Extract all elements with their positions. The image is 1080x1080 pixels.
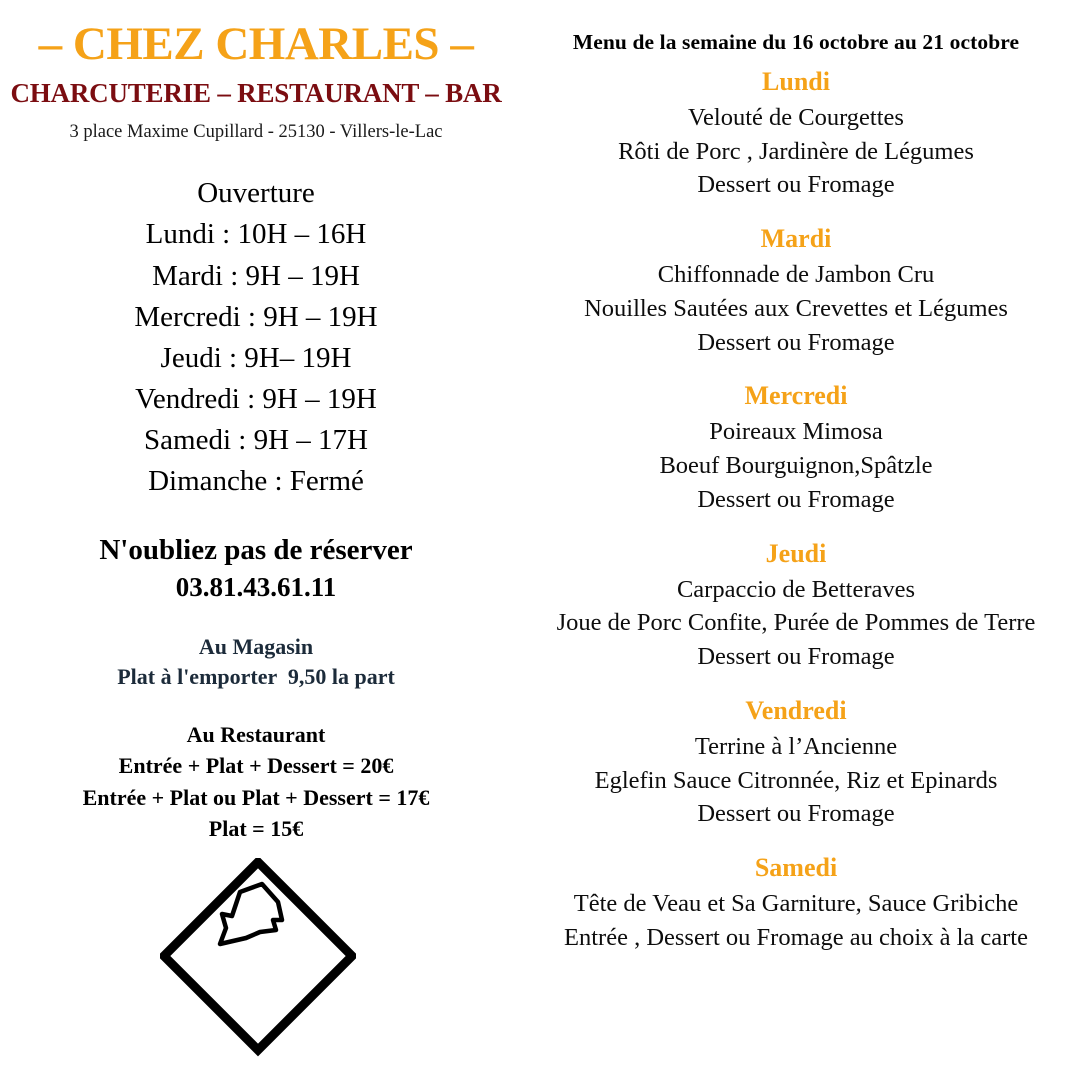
menu-day-jeudi	[512, 517, 1080, 674]
dish-dessert: Dessert ou Fromage	[697, 800, 895, 828]
brand-subtitle: CHARCUTERIE – RESTAURANT – BAR	[10, 78, 502, 109]
dish-main: Joue de Porc Confite, Purée de Pommes de Terre	[556, 609, 1036, 637]
restaurant-pricing-section	[0, 693, 512, 844]
weekly-menu-column	[512, 0, 1080, 1080]
dish-dessert: Dessert ou Fromage	[697, 643, 895, 671]
menu-day-samedi	[512, 831, 1080, 955]
dish-starter: Poireaux Mimosa	[709, 418, 883, 446]
dish-main: Nouilles Sautées aux Crevettes et Légumes	[584, 294, 1008, 322]
dish-main: Tête de Veau et Sa Garniture, Sauce Gribiche	[573, 890, 1019, 918]
dish-starter: Terrine à l’Ancienne	[694, 732, 898, 760]
hours-row-mardi: Mardi : 9H – 19H	[152, 259, 360, 292]
price-two-course: Entrée + Plat ou Plat + Dessert = 17€	[82, 784, 430, 810]
opening-hours-title: Ouverture	[197, 177, 315, 210]
page-title: – CHEZ CHARLES –	[38, 18, 474, 70]
shop-takeaway-price: Plat à l'emporter 9,50 la part	[117, 664, 395, 690]
day-heading: Jeudi	[765, 538, 827, 568]
menu-day-vendredi	[512, 674, 1080, 831]
day-heading: Mardi	[760, 224, 832, 254]
day-heading: Samedi	[754, 853, 838, 883]
dish-starter: Chiffonnade de Jambon Cru	[657, 261, 935, 288]
day-heading: Lundi	[762, 66, 830, 96]
menu-day-mercredi	[512, 359, 1080, 516]
dish-dessert: Dessert ou Fromage	[697, 328, 895, 356]
menu-week-header: Menu de la semaine du 16 octobre au 21 octobre	[572, 30, 1020, 54]
menu-day-lundi	[512, 56, 1080, 202]
hours-row-dimanche: Dimanche : Fermé	[148, 465, 364, 498]
price-full-menu: Entrée + Plat + Dessert = 20€	[118, 753, 394, 779]
reservation-section	[0, 503, 512, 606]
price-main-only: Plat = 15€	[208, 815, 304, 841]
hours-row-jeudi: Jeudi : 9H– 19H	[160, 341, 352, 374]
dish-dessert: Dessert ou Fromage	[697, 171, 895, 199]
hours-row-mercredi: Mercredi : 9H – 19H	[134, 300, 378, 333]
opening-hours-section	[0, 143, 512, 502]
hours-row-vendredi: Vendredi : 9H – 19H	[135, 383, 377, 416]
hours-row-samedi: Samedi : 9H – 17H	[144, 424, 368, 457]
menu-day-mardi	[512, 202, 1080, 359]
dish-dessert: Dessert ou Fromage	[697, 485, 895, 513]
day-heading: Vendredi	[745, 695, 847, 725]
hours-row-lundi: Lundi : 10H – 16H	[145, 218, 367, 251]
restaurant-heading: Au Restaurant	[186, 722, 326, 748]
restaurant-info-column	[0, 0, 512, 1080]
dish-main: Boeuf Bourguignon,Spâtzle	[659, 452, 933, 480]
shop-heading: Au Magasin	[198, 633, 314, 659]
address: 3 place Maxime Cupillard - 25130 - Villers-le-Lac	[69, 122, 443, 143]
dish-a-la-carte: Entrée , Dessert ou Fromage au choix à la carte	[564, 923, 1028, 951]
dish-starter: Carpaccio de Betteraves	[676, 575, 916, 603]
day-heading: Mercredi	[744, 381, 848, 411]
reservation-phone-number[interactable]: 03.81.43.61.11	[175, 572, 337, 603]
shop-pricing-section	[0, 606, 512, 694]
chapuis-logo	[160, 858, 356, 1058]
dish-main: Rôti de Porc , Jardinère de Légumes	[618, 137, 974, 165]
dish-main: Eglefin Sauce Citronnée, Riz et Epinards	[594, 766, 998, 794]
dish-starter: Velouté de Courgettes	[688, 103, 904, 131]
reservation-call-to-action: N'oubliez pas de réserver	[99, 533, 413, 566]
logo-diamond-shape	[164, 862, 352, 1050]
